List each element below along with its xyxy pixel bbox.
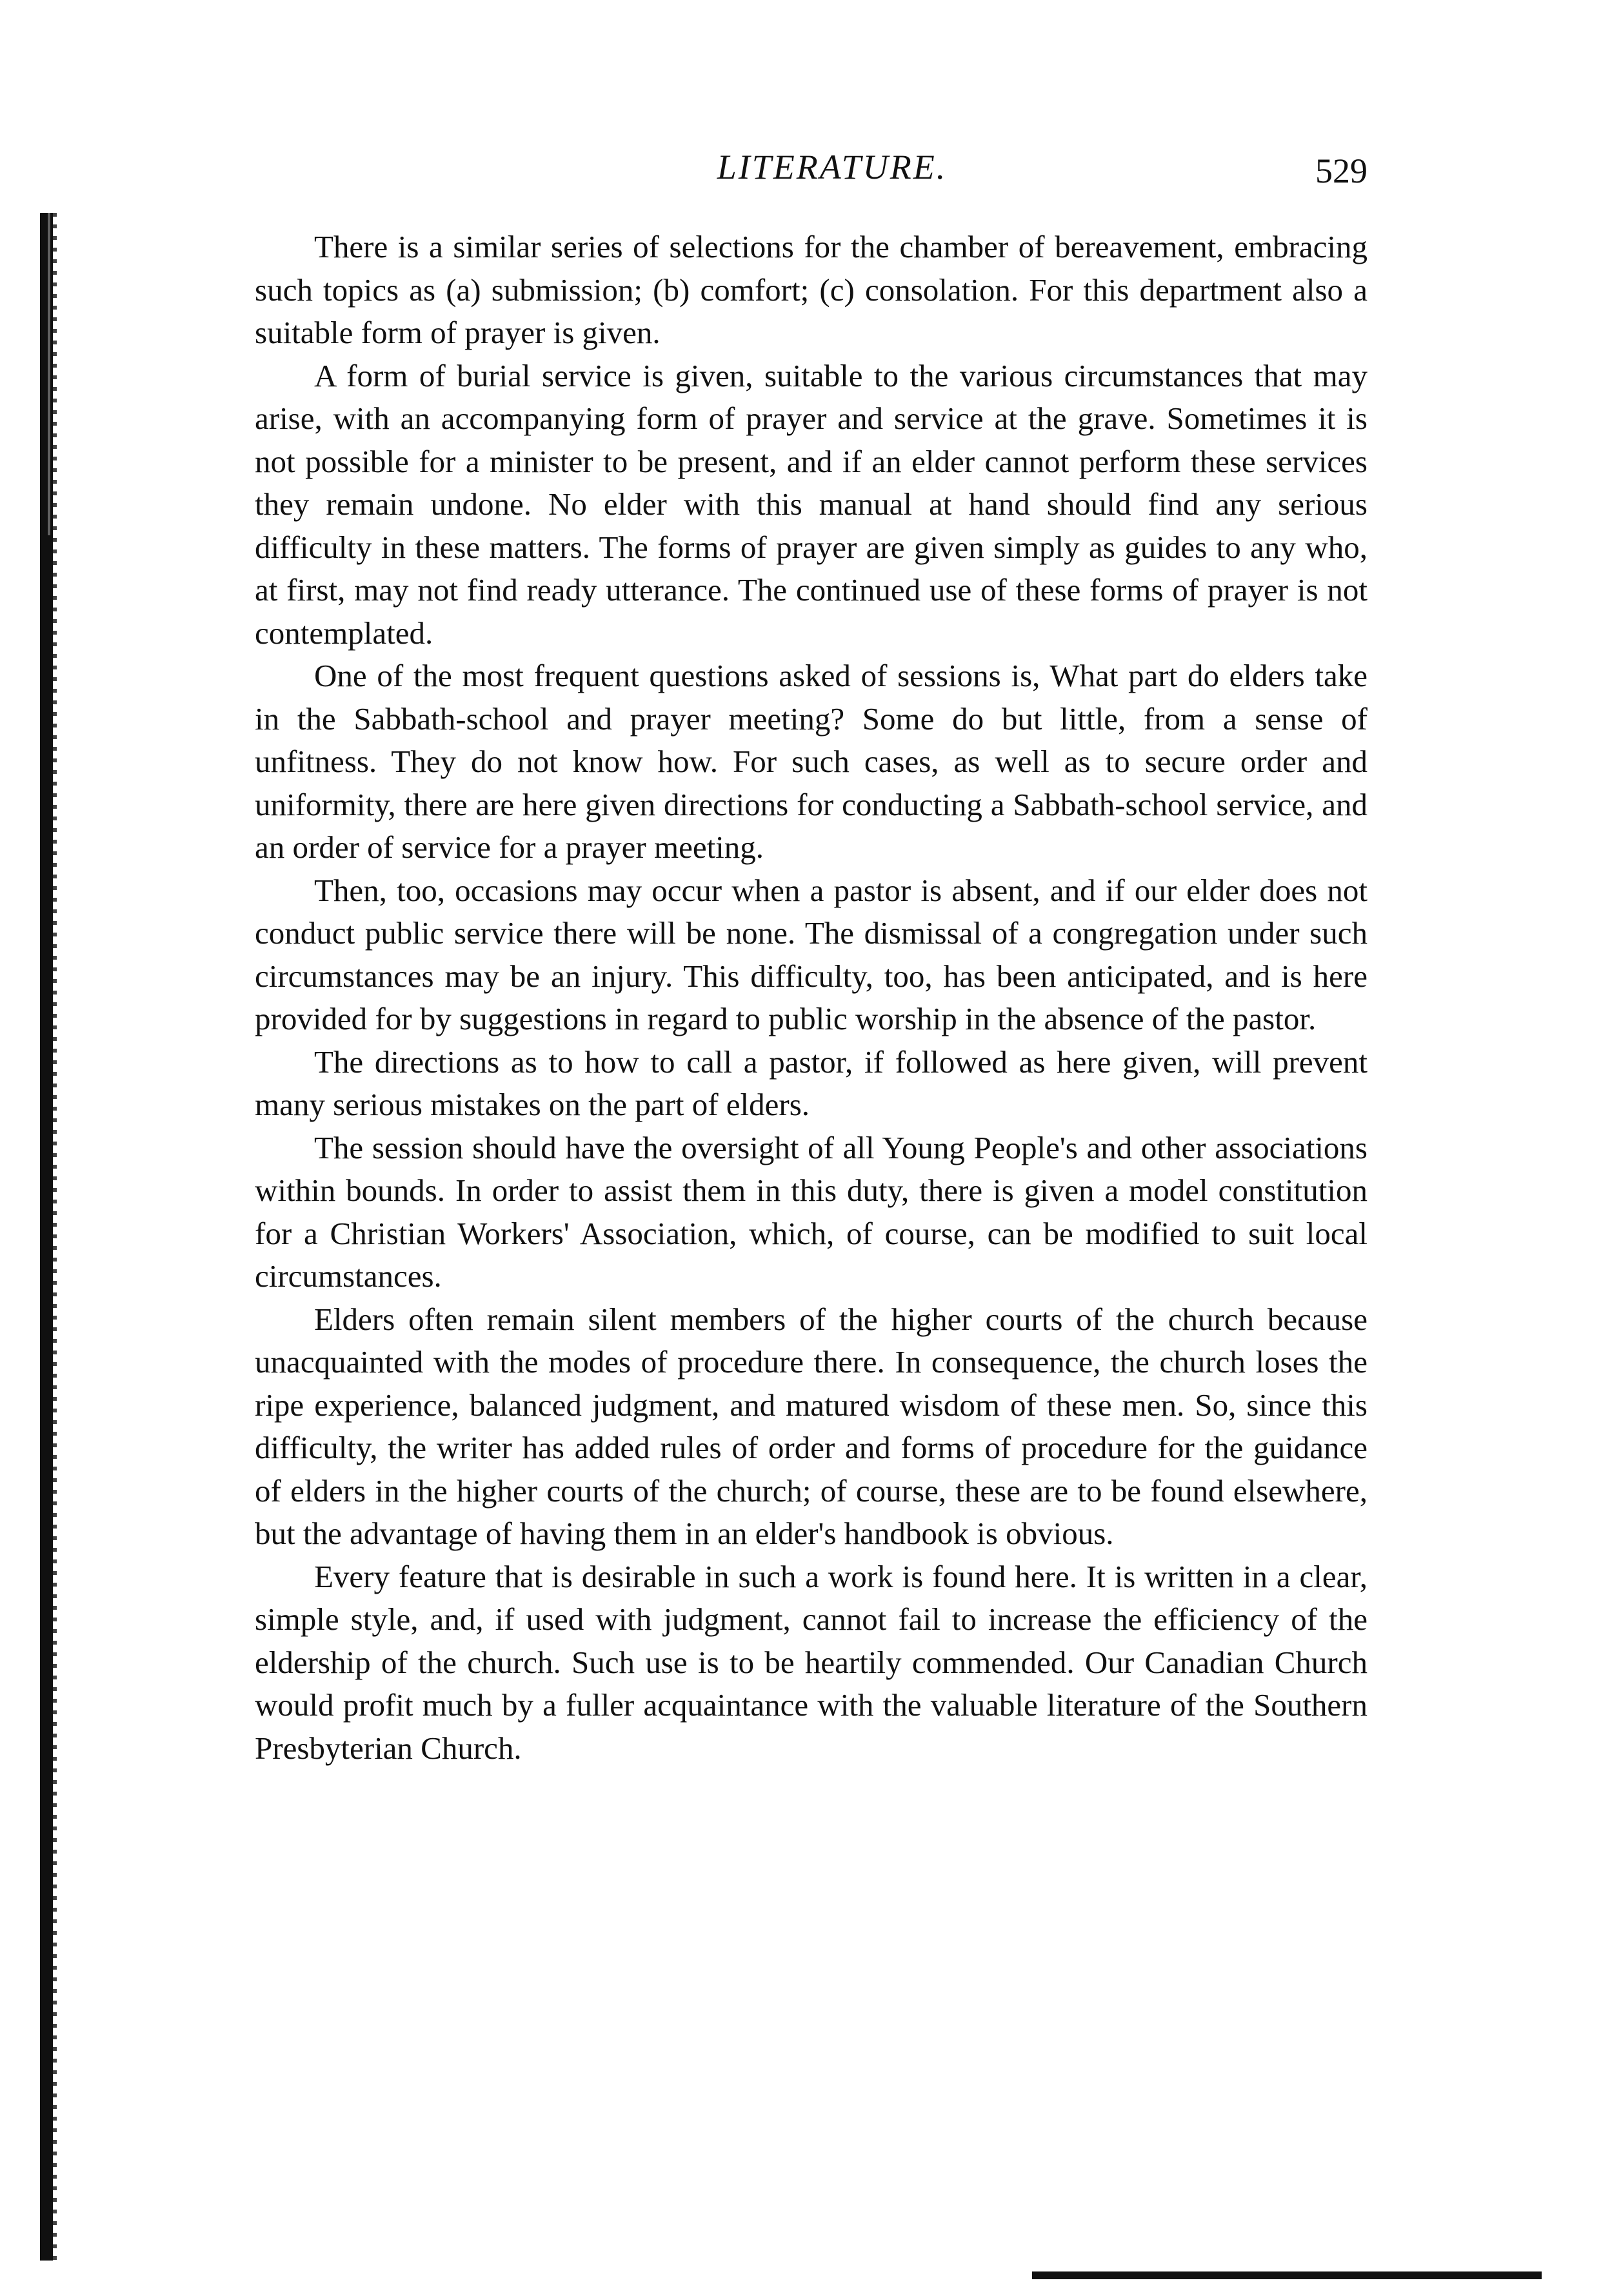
binding-edge-highlight bbox=[48, 213, 50, 535]
paragraph-bereavement: There is a similar series of selections for the chamber of bereavement, embracing such topics as (a) submission; (b) comfort; (c) consolation. For this department also a suitable form of prayer is given. bbox=[255, 229, 1367, 350]
paragraph-burial-service: A form of burial service is given, suitable to the various circumstances that may arise, with an accompanying form of prayer and service at the grave. Sometimes it is not possible for a minister to be present, and if an elder cannot perform these services they remain undone. No elder with this manual at hand should find any serious difficulty in these matters. The forms of prayer are given simply as guides to any who, at first, may not find ready utterance. The continued use of these forms of prayer is not contemplated. bbox=[255, 357, 1367, 651]
page-header bbox=[297, 147, 1367, 205]
paragraph-sabbath-school: One of the most frequent questions asked of sessions is, What part do elders take in the Sabbath-school and prayer meeting? Some do but little, from a sense of unfitness. They do not know how. For such cases, as well as to secure order and uniformity, there are here given directions for conducting a Sabbath-school service, and an order of service for a prayer meeting. bbox=[255, 658, 1367, 865]
paragraph-conclusion: Every feature that is desirable in such a work is found here. It is written in a clear, simple style, and, if used with judgment, cannot fail to increase the efficiency of the eldership of the church. Such use is to be heartily commended. Our Canadian Church would profit much by a fuller acquaintance with the valuable literature of the Southern Presbyterian Church. bbox=[255, 1558, 1367, 1766]
paragraph-pastor-absent: Then, too, occasions may occur when a pastor is absent, and if our elder does not conduct public service there will be none. The dismissal of a congregation under such circumstances may be an injury. This difficulty, too, has been anticipated, and is here provided for by suggestions in regard to public worship in the absence of the pastor. bbox=[255, 872, 1367, 1036]
binding-edge-texture bbox=[53, 213, 57, 2261]
page-number: 529 bbox=[1315, 152, 1367, 190]
paragraph-call-pastor: The directions as to how to call a pastor, if followed as here given, will prevent many serious mistakes on the part of elders. bbox=[255, 1044, 1367, 1122]
paragraph-higher-courts: Elders often remain silent members of the higher courts of the church because unacquainted with the modes of procedure there. In consequence, the church loses the ripe experience, balanced judgment, and matured wisdom of these men. So, since this difficulty, the writer has added rules of order and forms of procedure for the guidance of elders in the higher courts of the church; of course, these are to be found elsewhere, but the advantage of having them in an elder's handbook is obvious. bbox=[255, 1301, 1367, 1551]
body-text bbox=[255, 226, 1367, 1770]
running-title: LITERATURE. bbox=[717, 148, 948, 186]
paragraph-associations: The session should have the oversight of all Young People's and other associations within bounds. In order to assist them in this duty, there is given a model constitution for a Christian Workers' Association, which, of course, can be modified to suit local circumstances. bbox=[255, 1129, 1367, 1294]
binding-shadow bbox=[40, 213, 53, 2261]
bottom-rule bbox=[1032, 2271, 1542, 2279]
